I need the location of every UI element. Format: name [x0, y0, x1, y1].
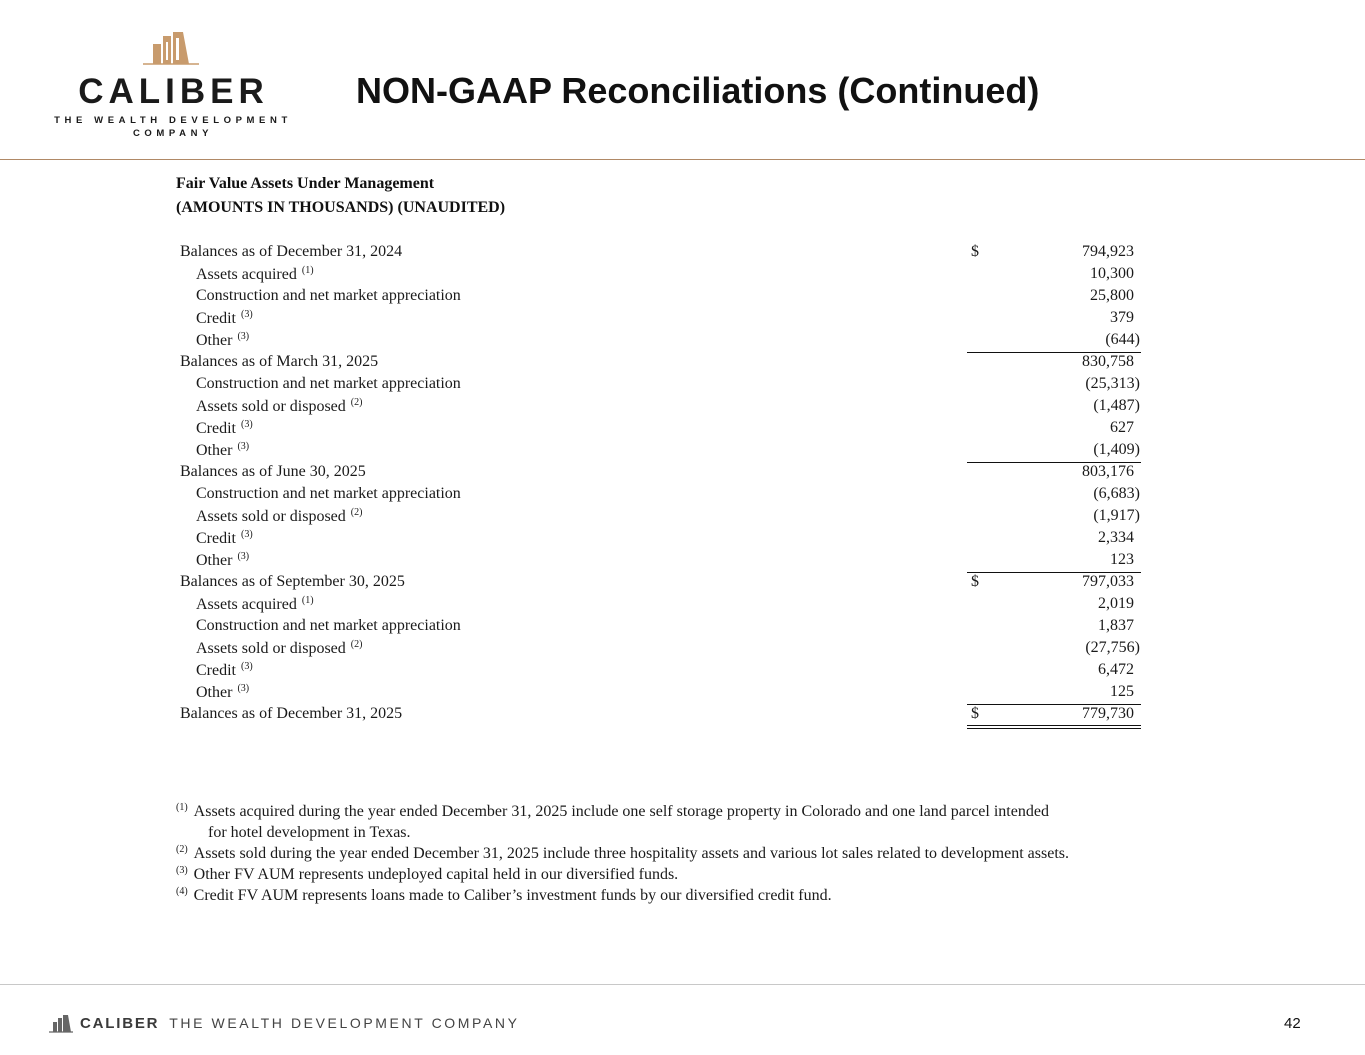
logo-tagline-line-2: COMPANY — [132, 128, 214, 139]
footnote-marker: (4) — [176, 886, 188, 897]
table-row — [0, 639, 1365, 661]
row-label — [180, 573, 405, 591]
row-value: 125 — [1110, 683, 1134, 700]
row-value: (1,487) — [1093, 397, 1140, 414]
building-footer-icon — [48, 1013, 74, 1033]
row-value: 779,730 — [1082, 705, 1134, 722]
row-label-text: Credit — [196, 420, 236, 437]
row-label — [196, 595, 314, 614]
table-row — [0, 309, 1365, 331]
footnote-marker: (3) — [237, 551, 250, 562]
subtotal-rule — [967, 704, 1141, 705]
row-label-text: Balances as of December 31, 2025 — [180, 705, 403, 722]
row-label — [196, 375, 461, 393]
row-label-text: Construction and net market appreciation — [196, 375, 461, 392]
table-row — [0, 705, 1365, 727]
row-label — [196, 419, 253, 438]
row-label — [180, 463, 366, 481]
row-label-text: Assets acquired — [196, 596, 297, 613]
currency-symbol: $ — [971, 573, 979, 590]
footnote-marker: (2) — [176, 844, 188, 855]
row-label-text: Credit — [196, 310, 236, 327]
row-label-text: Construction and net market appreciation — [196, 485, 461, 502]
footer-brand — [48, 1013, 520, 1033]
row-label-text: Assets sold or disposed — [196, 508, 346, 525]
row-label — [180, 705, 402, 723]
row-value: (25,313) — [1085, 375, 1140, 392]
row-label — [180, 243, 402, 261]
table-row — [0, 353, 1365, 375]
footnote — [176, 881, 1146, 906]
footer-brand-name: CALIBER — [80, 1014, 160, 1032]
table-row — [0, 397, 1365, 419]
footnote-marker: (3) — [237, 331, 250, 342]
row-label-text: Assets acquired — [196, 266, 297, 283]
currency-symbol: $ — [971, 243, 979, 260]
logo-wordmark: CALIBER — [78, 72, 269, 111]
logo-tagline-line-1: THE WEALTH DEVELOPMENT — [54, 115, 292, 126]
footer-tagline: THE WEALTH DEVELOPMENT COMPANY — [169, 1015, 520, 1031]
row-label — [196, 265, 314, 284]
footnote-marker: (2) — [350, 639, 363, 650]
table-row — [0, 287, 1365, 309]
subtotal-rule — [967, 572, 1141, 573]
table-row — [0, 661, 1365, 683]
table-title: Fair Value Assets Under Management — [176, 175, 435, 192]
footnote-marker: (3) — [176, 865, 188, 876]
footer-divider — [0, 984, 1365, 985]
row-label-text: Construction and net market appreciation — [196, 617, 461, 634]
table-subtitle: (AMOUNTS IN THOUSANDS) (UNAUDITED) — [176, 199, 506, 216]
footnote-marker: (3) — [241, 419, 253, 430]
row-label-text: Other — [196, 442, 233, 459]
footnote-text: Assets sold during the year ended December 31, 2025 include three hospitality assets and various lot sales related to development assets. — [193, 845, 1069, 862]
row-label-text: Assets sold or disposed — [196, 398, 346, 415]
footnote-marker: (3) — [237, 441, 250, 452]
row-value: 1,837 — [1098, 617, 1134, 634]
table-row — [0, 375, 1365, 397]
row-label — [196, 529, 253, 548]
row-label-text: Balances as of December 31, 2024 — [180, 243, 403, 260]
header-divider — [0, 159, 1365, 160]
table-row — [0, 551, 1365, 573]
table-row — [0, 331, 1365, 353]
row-label — [196, 287, 461, 305]
footnote-marker: (3) — [241, 529, 253, 540]
row-label-text: Other — [196, 332, 233, 349]
footnote-marker: (2) — [350, 507, 363, 518]
table-row — [0, 265, 1365, 287]
row-value: (1,409) — [1093, 441, 1140, 458]
row-value: 2,334 — [1098, 529, 1134, 546]
footnote-text-continued: for hotel development in Texas. — [208, 824, 411, 841]
footnote-marker: (3) — [241, 309, 253, 320]
table-row — [0, 507, 1365, 529]
footnote-marker: (2) — [350, 397, 363, 408]
row-value: 25,800 — [1090, 287, 1134, 304]
row-value: 123 — [1110, 551, 1134, 568]
row-label — [196, 551, 249, 570]
subtotal-rule — [967, 352, 1141, 353]
row-label-text: Balances as of June 30, 2025 — [180, 463, 366, 480]
row-value: 803,176 — [1082, 463, 1134, 480]
table-row — [0, 463, 1365, 485]
footnote-marker: (3) — [237, 683, 250, 694]
footnote-marker: (1) — [301, 595, 314, 606]
row-label — [180, 353, 378, 371]
table-row — [0, 485, 1365, 507]
row-label — [196, 683, 249, 702]
row-label-text: Assets sold or disposed — [196, 640, 346, 657]
row-label — [196, 617, 461, 635]
row-value: (644) — [1105, 331, 1140, 348]
row-value: 2,019 — [1098, 595, 1134, 612]
row-value: 830,758 — [1082, 353, 1134, 370]
row-label-text: Construction and net market appreciation — [196, 287, 461, 304]
row-value: 627 — [1110, 419, 1134, 436]
row-label-text: Balances as of September 30, 2025 — [180, 573, 405, 590]
row-label — [196, 485, 461, 503]
row-label — [196, 507, 362, 526]
row-label — [196, 639, 362, 658]
row-label-text: Other — [196, 552, 233, 569]
table-row — [0, 617, 1365, 639]
row-value: (27,756) — [1085, 639, 1140, 656]
row-value: 797,033 — [1082, 573, 1134, 590]
footnote-text: Assets acquired during the year ended December 31, 2025 include one self storage property in Colorado and one land parcel intended — [193, 803, 1049, 820]
footnote — [176, 797, 1146, 843]
row-value: 6,472 — [1098, 661, 1134, 678]
footnote-text: Credit FV AUM represents loans made to Caliber’s investment funds by our diversified credit fund. — [193, 887, 832, 904]
row-label — [196, 441, 249, 460]
row-label — [196, 397, 362, 416]
row-label-text: Credit — [196, 530, 236, 547]
footnote-marker: (3) — [241, 661, 253, 672]
row-label — [196, 331, 249, 350]
row-label — [196, 309, 253, 328]
row-value: (6,683) — [1093, 485, 1140, 502]
total-double-rule — [967, 725, 1141, 729]
table-row — [0, 529, 1365, 551]
footnote-marker: (1) — [176, 802, 188, 813]
row-value: 10,300 — [1090, 265, 1134, 282]
table-row — [0, 683, 1365, 705]
row-label — [196, 661, 253, 680]
row-value: 379 — [1110, 309, 1134, 326]
table-row — [0, 441, 1365, 463]
table-row — [0, 243, 1365, 265]
row-value: (1,917) — [1093, 507, 1140, 524]
row-value: 794,923 — [1082, 243, 1134, 260]
logo-tagline — [48, 114, 294, 140]
page-number: 42 — [1284, 1015, 1301, 1032]
subtotal-rule — [967, 462, 1141, 463]
footnote-marker: (1) — [301, 265, 314, 276]
currency-symbol: $ — [971, 705, 979, 722]
table-row — [0, 573, 1365, 595]
building-logo-icon — [139, 28, 203, 68]
table-row — [0, 419, 1365, 441]
row-label-text: Balances as of March 31, 2025 — [180, 353, 379, 370]
row-label-text: Other — [196, 684, 233, 701]
company-logo — [48, 28, 294, 140]
row-label-text: Credit — [196, 662, 236, 679]
footnote-text: Other FV AUM represents undeployed capital held in our diversified funds. — [193, 866, 679, 883]
table-row — [0, 595, 1365, 617]
page-title: NON-GAAP Reconciliations (Continued) — [356, 70, 1040, 111]
